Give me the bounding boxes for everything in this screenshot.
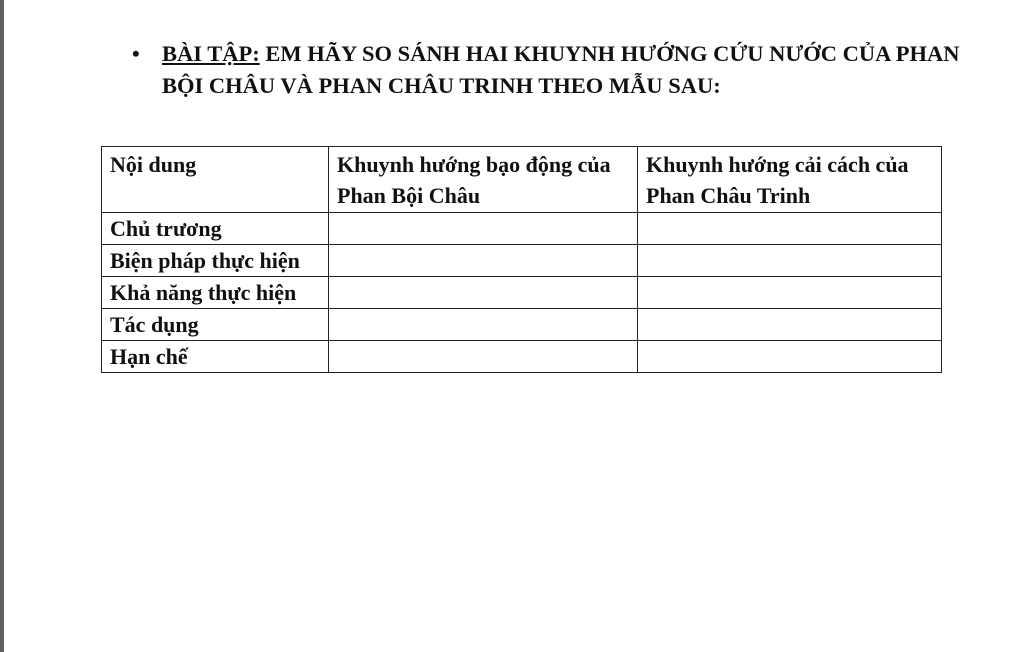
row-label: Hạn chế	[102, 341, 329, 373]
row-label: Chủ trương	[102, 213, 329, 245]
table-row	[102, 245, 942, 277]
header-content: Nội dung	[102, 147, 329, 213]
row-label: Biện pháp thực hiện	[102, 245, 329, 277]
document-page	[4, 0, 1024, 652]
exercise-heading	[132, 38, 962, 102]
table-row	[102, 213, 942, 245]
empty-cell	[638, 213, 942, 245]
bullet-icon: •	[132, 41, 140, 66]
row-label: Tác dụng	[102, 309, 329, 341]
empty-cell	[329, 245, 638, 277]
empty-cell	[329, 309, 638, 341]
table-row	[102, 309, 942, 341]
header-phan-boi-chau: Khuynh hướng bạo động của Phan Bội Châu	[329, 147, 638, 213]
header-phan-chau-trinh: Khuynh hướng cải cách của Phan Châu Trinh	[638, 147, 942, 213]
empty-cell	[329, 213, 638, 245]
empty-cell	[638, 309, 942, 341]
exercise-label: BÀI TẬP:	[162, 41, 260, 66]
empty-cell	[638, 341, 942, 373]
comparison-table	[101, 146, 942, 373]
table-header-row	[102, 147, 942, 213]
empty-cell	[329, 341, 638, 373]
exercise-instruction: EM HÃY SO SÁNH HAI KHUYNH HƯỚNG CỨU NƯỚC CỦA PHAN BỘI CHÂU VÀ PHAN CHÂU TRINH THEO MẪU SAU:	[162, 41, 960, 98]
table-row	[102, 341, 942, 373]
table-row	[102, 277, 942, 309]
row-label: Khả năng thực hiện	[102, 277, 329, 309]
empty-cell	[329, 277, 638, 309]
empty-cell	[638, 277, 942, 309]
exercise-heading-text	[162, 38, 962, 102]
empty-cell	[638, 245, 942, 277]
